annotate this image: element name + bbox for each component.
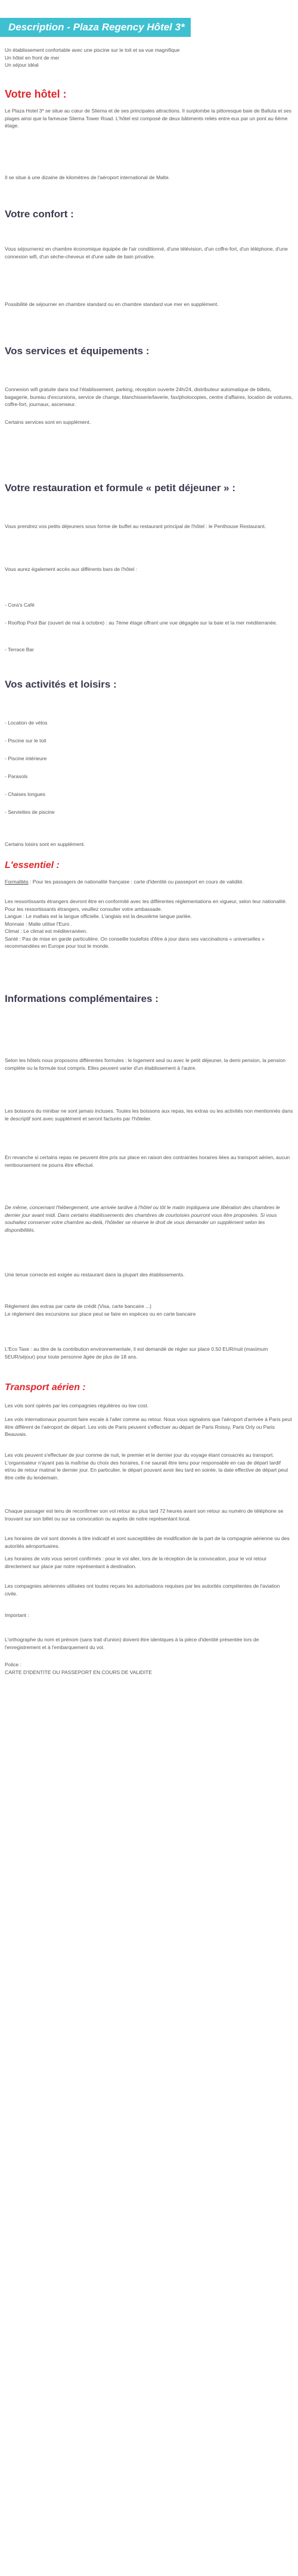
transport-orthographe: L'orthographe du nom et prénom (sans trait d'union) doivent être identiques à la pièce d'identité présentée lors de l'enregistrement et à l'embarquement du vol. [5, 1637, 259, 1650]
formalites-text: : Pour les passagers de nationalité française : carte d'identité ou passeport en cours de validité. [28, 879, 244, 885]
complementaires-formules: Selon les hôtels nous proposons différentes formules : le logement seul ou avec le petit déjeuner, la demi pension, la pension complète ou la formule tout compris. Elles peuvent varier d'un établissement à l'autre. [5, 1057, 285, 1071]
activity-item: - Parasols [5, 773, 28, 779]
confort-description: Vous séjournerez en chambre économique équipée de l'air conditionné, d'une télévision, d'un coffre-fort, d'un téléphone, d'une connexion wifi, d'un sèche-cheveux et d'une salle de bain privative. [5, 246, 288, 260]
confort-options: Possibilité de séjourner en chambre standard ou en chambre standard vue mer en supplément. [5, 301, 219, 307]
hotel-description: Le Plaza Hotel 3* se situe au cœur de Sliema et de ses principales attractions. Il surplombe la pittoresque baie de Balluta et ses plages ainsi que la fameuse Sliema Tower Road. L'hôtel est composé de deux bâtiments reliés entre eux par un pont au 6ème étage. [5, 108, 291, 129]
activity-item: - Location de vélos [5, 720, 48, 726]
complementaires-tenue: Une tenue correcte est exigée au restaurant dans la plupart des établissements. [5, 1272, 185, 1278]
essentiel-line: Climat : Le climat est méditerranéen. [5, 928, 88, 934]
section-title-essentiel: L'essentiel : [5, 860, 60, 870]
reglement-line: Le règlement des excursions sur place peut se faire en espèces ou en carte bancaire [5, 1310, 196, 1317]
section-title-confort: Votre confort : [5, 208, 74, 220]
complementaires-reglement [5, 1303, 293, 1317]
section-title-hotel: Votre hôtel : [5, 88, 67, 100]
transport-escales: Les vols internationaux pourront faire escale à l'aller comme au retour. Nous vous signalons que l'aéroport d'arrivée à Paris peut être différent de l'aéroport de départ. Les vols de Paris peuvent s'effectuer au départ de Paris Roissy, Paris Orly ou Paris Beauvais. [5, 1416, 292, 1437]
essentiel-line: Monnaie : Malte utilise l'Euro . [5, 920, 73, 927]
reglement-line: Règlement des extras par carte de crédit (Visa, carte bancaire ...) [5, 1303, 151, 1309]
transport-modification: Les horaires de vol sont donnés à titre indicatif et sont susceptibles de modification de la part de la compagnie aérienne ou des autorités aéroportuaires. [5, 1535, 290, 1549]
essentiel-line: Les ressortissants étrangers devront être en conformité avec les différentes réglementations en vigueur, selon leur nationalité. [5, 898, 287, 904]
intro-line: Un séjour idéal [5, 62, 39, 68]
activity-item: - Chaises longues [5, 791, 46, 797]
section-title-services: Vos services et équipements : [5, 345, 150, 357]
page-banner: Description - Plaza Regency Hôtel 3* [0, 18, 191, 37]
transport-reconfirmation: Chaque passager est tenu de reconfirmer son vol retour au plus tard 72 heures avant son retour au numéro de téléphone se trouvant sur son billet ou sur sa convocation ou auprès de notre représentant local. [5, 1508, 284, 1522]
section-title-transport: Transport aérien : [5, 1382, 86, 1392]
essentiel-formalites [5, 878, 293, 886]
activites-note: Certains loisirs sont en supplément. [5, 841, 85, 847]
transport-autorisations: Les compagnies aériennes utilisées ont toutes reçues les autorisations requises par les autorités compétentes de l'aviation civile. [5, 1583, 280, 1597]
complementaires-boissons: Les boissons du minibar ne sont jamais incluses. Toutes les boissons aux repas, les extras ou les activités non mentionnés dans le descriptif sont avec supplément et seront facturés par l'hôtelier. [5, 1108, 293, 1122]
restauration-bar: - Terrace Bar [5, 647, 34, 652]
intro-line: Un hôtel en front de mer [5, 54, 60, 61]
activity-item: - Piscine sur le toit [5, 738, 46, 744]
transport-horaires: Les vols peuvent s'effectuer de jour comme de nuit, le premier et le dernier jour du voyage étant consacrés au transport. L'organisateur n'ayant pas la maîtrise du choix des horaires, il ne saurait être tenu pour responsable en cas de départ tardif et/ou de retour matinal le dernier jour. En particulier, le départ pouvant avoir lieu tard en soirée, la date effective de départ peut être celle du lendemain. [5, 1452, 288, 1481]
transport-compagnies: Les vols sont opérés par les compagnies régulières ou low cost. [5, 1403, 148, 1409]
complementaires-hebergement: De même, concernant l'hébergement, une arrivée tardive à l'hôtel ou tôt le matin impliquera une libération des chambres le dernier jour avant midi. Dans certains établissements des chambres de courtoisies pourront vous être proposées. Si vous souhaitez conserver votre chambre au-delà, l'hôtelier se réserve le droit de vous demander un supplément selon les disponibilités. [5, 1204, 280, 1233]
transport-confirmation: Les horaires de vols vous seront confirmés : pour le vol aller, lors de la réception de la convocation, pour le vol retour directement sur place par notre représentant à destination. [5, 1556, 267, 1569]
section-title-activites: Vos activités et loisirs : [5, 679, 117, 690]
intro-line: Un établissement confortable avec une piscine sur le toit et sa vue magnifique [5, 47, 180, 53]
essentiel-line: Langue : Le maltais est la langue officielle. L'anglais est la deuxième langue parlée. [5, 913, 192, 919]
transport-important-label: Important : [5, 1612, 29, 1618]
restauration-bar: - Rooftop Pool Bar (ouvert de mai à octobre) : au 7ème étage offrant une vue dégagée sur la baie et la mer méditerranée. [5, 620, 278, 626]
transport-police-text: CARTE D'IDENTITE OU PASSEPORT EN COURS DE VALIDITE [5, 1669, 152, 1675]
complementaires-repas: En revanche si certains repas ne peuvent être pris sur place en raison des contraintes horaires liées au transport aérien, aucun remboursement ne pourra être effectué. [5, 1154, 290, 1168]
services-description: Connexion wifi gratuite dans tout l'établissement, parking, réception ouverte 24h/24, distributeur automatique de billets, bagagerie, bureau d'excursions, service de change, blanchisserie/laverie, fax/photocopies, centre d'affaires, location de voitures, coffre-fort, journaux, ascenseur. [5, 386, 293, 407]
hotel-location: Il se situe à une dizaine de kilomètres de l'aéroport international de Malte. [5, 174, 170, 180]
restauration-bars-intro: Vous aurez également accès aux différents bars de l'hôtel : [5, 566, 138, 572]
complementaires-ecotaxe: L'Eco Taxe : au titre de la contribution environnementale, il est demandé de régler sur place 0.50 EUR/nuit (maximum 5EUR/séjour) pour toute personne âgée de plus de 18 ans. [5, 1346, 268, 1360]
essentiel-line: Pour les ressortissants étrangers, veuillez consulter votre ambassade. [5, 905, 163, 912]
intro-text [5, 46, 293, 69]
formalites-label: Formalités [5, 879, 29, 885]
restauration-bar: - Cora's Café [5, 602, 35, 608]
activity-item: - Piscine intérieure [5, 755, 47, 761]
restauration-breakfast: Vous prendrez vos petits déjeuners sous forme de buffet au restaurant principal de l'hôtel : le Penthouse Restaurant. [5, 523, 266, 529]
transport-police-label: Police : [5, 1662, 21, 1668]
essentiel-details [5, 898, 293, 950]
section-title-restauration: Votre restauration et formule « petit déjeuner » : [5, 482, 235, 494]
services-note: Certains services sont en supplément. [5, 419, 91, 425]
essentiel-line: Santé : Pas de mise en garde particulière. On conseille toutefois d'être à jour dans ses vaccinations « universelles » recommandées en Europe pour tout le monde. [5, 935, 265, 949]
activity-item: - Serviettes de piscine [5, 809, 55, 815]
section-title-complementaires: Informations complémentaires : [5, 993, 159, 1004]
